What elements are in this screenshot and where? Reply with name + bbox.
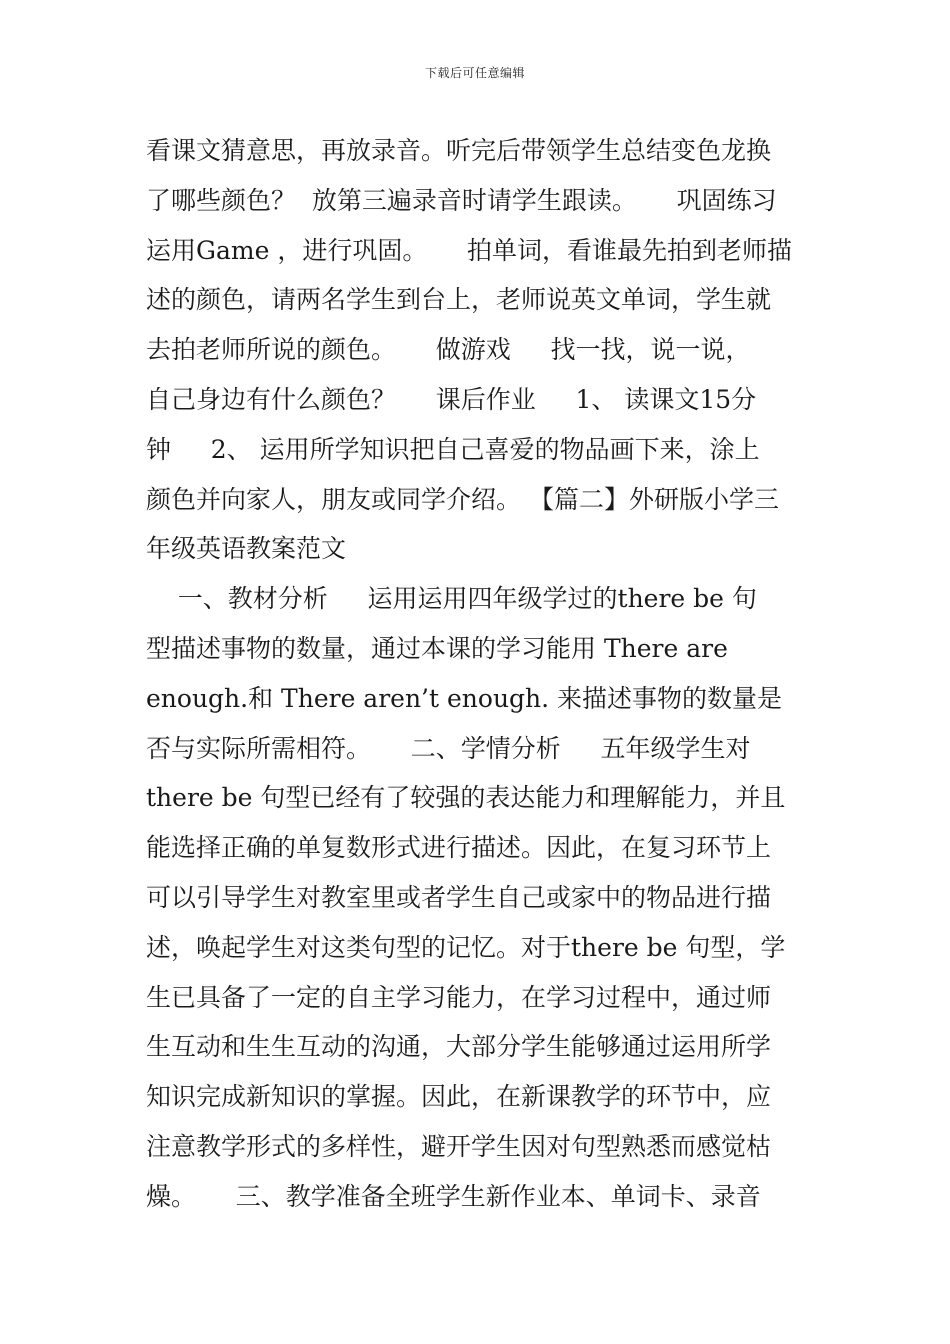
text-line: 生互动和生生互动的沟通，大部分学生能够通过运用所学 bbox=[146, 1032, 772, 1062]
text-line: 知识完成新知识的掌握。因此，在新课教学的环节中，应 bbox=[146, 1082, 772, 1112]
text-line: 述，唤起学生对这类句型的记忆。对于there be 句型，学 bbox=[146, 932, 786, 962]
text-line: 型描述事物的数量，通过本课的学习能用 There are bbox=[146, 633, 728, 663]
text-line: 了哪些颜色？ 放第三遍录音时请学生跟读。 巩固练习 bbox=[146, 185, 777, 215]
text-line: 否与实际所需相符。 二、学情分析 五年级学生对 bbox=[146, 733, 751, 763]
text-line: 生已具备了一定的自主学习能力，在学习过程中，通过师 bbox=[146, 982, 772, 1012]
page-header: 下载后可任意编辑 bbox=[424, 66, 525, 80]
text-line: enough.和 There aren’t enough. 来描述事物的数量是 bbox=[146, 683, 783, 713]
text-line: 钟 2、 运用所学知识把自己喜爱的物品画下来，涂上 bbox=[146, 434, 760, 464]
document-body bbox=[146, 126, 806, 1222]
text-line: 述的颜色，请两名学生到台上，老师说英文单词，学生就 bbox=[146, 285, 772, 315]
text-line: 可以引导学生对教室里或者学生自己或家中的物品进行描 bbox=[146, 882, 772, 912]
text-line: 燥。 三、教学准备全班学生新作业本、单词卡、录音 bbox=[146, 1181, 761, 1211]
text-line: 运用Game ，进行巩固。 拍单词，看谁最先拍到老师描 bbox=[146, 235, 793, 265]
text-line: 年级英语教案范文 bbox=[146, 534, 347, 564]
text-line: 注意教学形式的多样性，避开学生因对句型熟悉而感觉枯 bbox=[146, 1131, 772, 1161]
text-line: 看课文猜意思，再放录音。听完后带领学生总结变色龙换 bbox=[146, 136, 772, 165]
text-line: 一、教材分析 运用运用四年级学过的there be 句 bbox=[146, 584, 757, 614]
text-line: 颜色并向家人，朋友或同学介绍。 【篇二】外研版小学三 bbox=[146, 484, 779, 514]
text-line: 自己身边有什么颜色？ 课后作业 1、 读课文15分 bbox=[146, 384, 757, 414]
text-line: 去拍老师所说的颜色。 做游戏 找一找，说一说， bbox=[146, 335, 751, 365]
text-line: there be 句型已经有了较强的表达能力和理解能力，并且 bbox=[146, 783, 786, 813]
text-line: 能选择正确的单复数形式进行描述。因此，在复习环节上 bbox=[146, 833, 772, 863]
